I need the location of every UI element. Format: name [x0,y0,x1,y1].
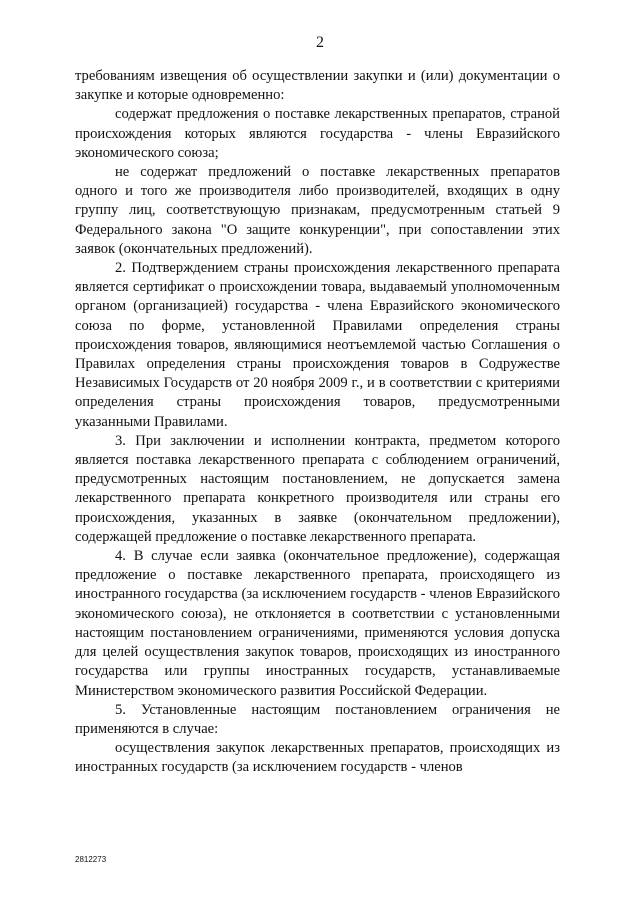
paragraph-foreign-procurement: осуществления закупок лекарственных препаратов, происходящих из иностранных государств (за исключением государств - членов [75,740,560,776]
document-body [75,67,560,778]
document-code: 2812273 [75,855,107,864]
page-number: 2 [316,34,324,51]
paragraph-clause-5: 5. Установленные настоящим постановлением ограничения не применяются в случае: [75,701,560,737]
paragraph-same-manufacturer: не содержат предложений о поставке лекарственных препаратов одного и того же производителя либо производителей, входящих в одну группу лиц, соответствующую признакам, предусмотренным статьей 9 Федерального закона "О защите конкуренции", при сопоставлении этих заявок (окончательных предложений). [75,164,560,257]
paragraph-clause-3: 3. При заключении и исполнении контракта, предметом которого является поставка лекарственного препарата с соблюдением ограничений, предусмотренных настоящим постановлением, не допускается замена лекарственного препарата конкретного производителя или страны его происхождения, указанных в заявке (окончательном предложении), содержащей предложение о поставке лекарственного препарата. [75,432,560,545]
paragraph-continuation: требованиям извещения об осуществлении закупки и (или) документации о закупке и которые одновременно: [75,68,560,104]
paragraph-clause-4: 4. В случае если заявка (окончательное предложение), содержащая предложение о поставке лекарственного препарата, происходящего из иностранного государства (за исключением государств - членов Евразийского экономического союза), не отклоняется в соответствии с установленными настоящим постановлением ограничениями, применяются условия допуска для целей осуществления закупок товаров, происходящих из иностранного государства или группы иностранных государств, устанавливаемые Министерством экономического развития Российской Федерации. [75,548,560,699]
paragraph-eaeu-origin: содержат предложения о поставке лекарственных препаратов, страной происхождения которых являются государства - члены Евразийского экономического союза; [75,106,560,161]
paragraph-clause-2: 2. Подтверждением страны происхождения лекарственного препарата является сертификат о происхождении товара, выдаваемый уполномоченным органом (организацией) государства - члена Евразийского экономического союза по форме, установленной Правилами определения страны происхождения товаров, являющимися неотъемлемой частью Соглашения о Правилах определения страны происхождения товаров в Содружестве Независимых Государств от 20 ноября 2009 г., и в соответствии с критериями определения страны происхождения товаров, предусмотренными указанными Правилами. [75,260,560,430]
